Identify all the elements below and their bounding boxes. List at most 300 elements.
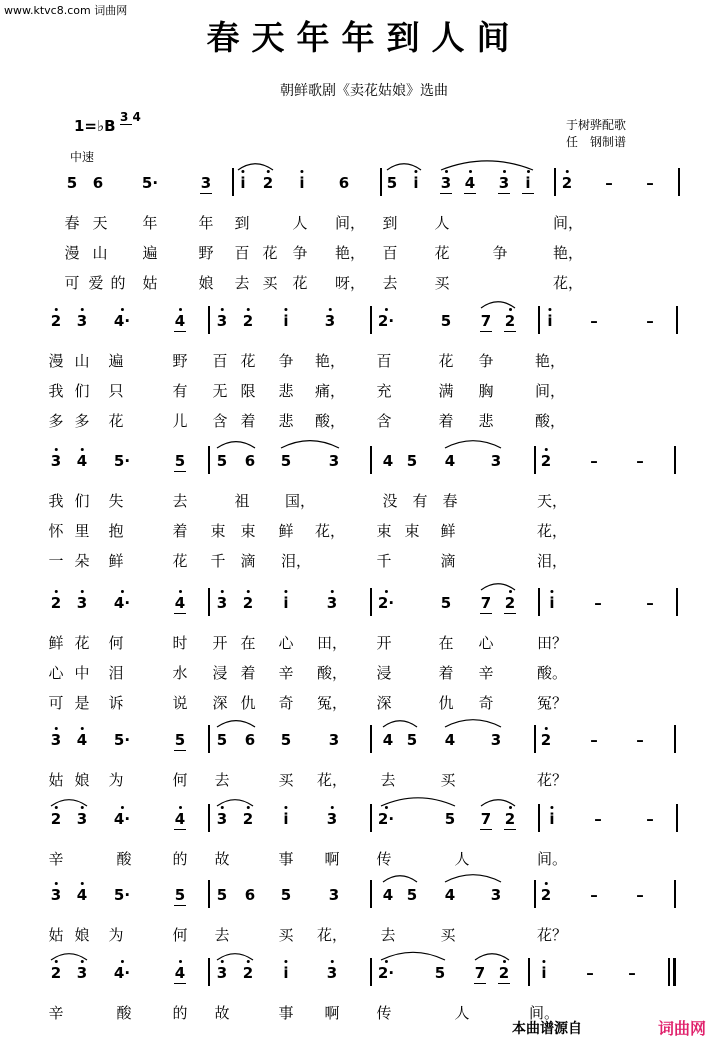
- lyric-char: 去: [214, 771, 230, 789]
- lyric-char: 着: [240, 664, 256, 682]
- note-digit: 6: [244, 886, 256, 904]
- lyric-char: 可: [48, 694, 64, 712]
- note-digit: 3: [498, 174, 510, 192]
- lyric-char: 着: [240, 412, 256, 430]
- high-octave-dot: [179, 308, 182, 311]
- lyric-char: 深: [376, 694, 392, 712]
- lyric-char: 痛，: [314, 382, 346, 400]
- note-digit: 5: [406, 452, 418, 470]
- high-octave-dot: [384, 590, 387, 593]
- song-title: 春天年年到人间: [206, 18, 522, 57]
- lyric-char: 花: [74, 634, 90, 652]
- note: [504, 594, 516, 614]
- note-digit: 4: [444, 452, 456, 470]
- note: [594, 810, 602, 828]
- note-digit: 2: [50, 964, 62, 982]
- note-digit: –: [586, 964, 594, 982]
- note: [114, 810, 130, 828]
- high-octave-dot: [509, 590, 512, 593]
- note: [474, 964, 486, 984]
- note-digit: 6: [244, 452, 256, 470]
- note: [407, 452, 417, 470]
- lyric-char: 春: [64, 214, 80, 232]
- high-octave-dot: [566, 170, 569, 173]
- high-octave-dot: [221, 308, 224, 311]
- note-digit: 3: [76, 312, 88, 330]
- lyric-char: 争: [292, 244, 308, 262]
- note-digit: 3: [216, 312, 228, 330]
- footer-logo: 词曲网: [658, 1019, 707, 1038]
- slur-layer: [0, 884, 728, 914]
- note-digit: 4·: [113, 312, 131, 330]
- note-digit: 4: [464, 174, 476, 192]
- lyric-char: 人: [454, 850, 470, 868]
- lyric-char: 束: [240, 522, 256, 540]
- lyric-char: 买: [434, 274, 450, 292]
- high-octave-dot: [247, 806, 250, 809]
- note: [217, 731, 227, 749]
- note: [174, 312, 186, 332]
- lyric-char: 野: [172, 352, 188, 370]
- note-digit: 5·: [113, 452, 131, 470]
- lyric-char: 故: [214, 850, 230, 868]
- note-digit: –: [594, 594, 602, 612]
- high-octave-dot: [81, 727, 84, 730]
- note-digit: –: [636, 731, 644, 749]
- lyric-char: 百: [234, 244, 250, 262]
- bar-line: [370, 958, 372, 986]
- high-octave-dot: [55, 448, 58, 451]
- note-digit: 5: [440, 312, 452, 330]
- high-octave-dot: [509, 806, 512, 809]
- high-octave-dot: [221, 590, 224, 593]
- lyric-char: 花，: [536, 522, 568, 540]
- lyric-char: 酸。: [536, 664, 568, 682]
- lyric-char: 人: [434, 214, 450, 232]
- lyric-char: 浸: [212, 664, 228, 682]
- lyric-char: 鲜: [108, 552, 124, 570]
- high-octave-dot: [120, 590, 123, 593]
- note: [114, 964, 130, 982]
- slur-layer: [0, 729, 728, 759]
- high-octave-dot: [81, 590, 84, 593]
- note: [51, 594, 61, 612]
- note: [281, 452, 291, 470]
- note: [646, 594, 654, 612]
- note: [51, 452, 61, 470]
- note-digit: 2: [242, 810, 254, 828]
- lyric-char: 千: [376, 552, 392, 570]
- high-octave-dot: [329, 308, 332, 311]
- note: [594, 594, 602, 612]
- note: [77, 731, 87, 749]
- lyric-char: 何: [108, 634, 124, 652]
- note: [504, 810, 516, 830]
- note-digit: i: [413, 174, 419, 192]
- lyric-char: 年: [198, 214, 214, 232]
- high-octave-dot: [267, 170, 270, 173]
- lyric-char: 辛: [278, 664, 294, 682]
- note-digit: 5: [174, 886, 186, 904]
- slur-layer: [0, 310, 728, 340]
- note-digit: 3: [326, 594, 338, 612]
- lyric-char: 是: [74, 694, 90, 712]
- bar-line: [370, 725, 372, 753]
- note: [114, 452, 130, 470]
- high-octave-dot: [55, 590, 58, 593]
- note: [243, 594, 253, 612]
- note-digit: 3: [440, 174, 452, 192]
- lyric-char: 奇: [478, 694, 494, 712]
- lyric-char: 去: [380, 926, 396, 944]
- lyric-char: 间，: [552, 214, 584, 232]
- note: [174, 964, 186, 984]
- note-digit: 5: [216, 452, 228, 470]
- slur: [441, 161, 533, 170]
- lyric-char: 的: [172, 1004, 188, 1022]
- lyric-char: 间，: [334, 214, 366, 232]
- note-digit: i: [549, 810, 555, 828]
- note: [325, 312, 335, 330]
- high-octave-dot: [120, 806, 123, 809]
- note: [51, 886, 61, 904]
- song-subtitle: 朝鲜歌剧《卖花姑娘》选曲: [280, 83, 448, 99]
- lyric-char: 胸: [478, 382, 494, 400]
- note: [327, 810, 337, 828]
- note-digit: 2: [504, 312, 516, 330]
- lyric-char: 花？: [536, 771, 568, 789]
- note-digit: i: [283, 312, 289, 330]
- lyric-char: 间。: [536, 850, 568, 868]
- note: [407, 731, 417, 749]
- note-digit: 2: [242, 312, 254, 330]
- lyric-char: 心: [278, 634, 294, 652]
- note-digit: 5·: [113, 886, 131, 904]
- note: [586, 964, 594, 982]
- lyric-char: 何: [172, 771, 188, 789]
- lyric-char: 无: [212, 382, 228, 400]
- slur: [217, 721, 255, 727]
- note: [67, 174, 77, 192]
- note-digit: 7: [474, 964, 486, 982]
- note-digit: i: [240, 174, 246, 192]
- bar-line: [380, 168, 382, 196]
- note: [329, 886, 339, 904]
- lyric-char: 儿: [172, 412, 188, 430]
- note: [217, 964, 227, 982]
- lyric-char: 到: [234, 214, 250, 232]
- lyric-char: 事: [278, 1004, 294, 1022]
- note-digit: 7: [480, 594, 492, 612]
- lyric-char: 心: [478, 634, 494, 652]
- note-digit: 5·: [141, 174, 159, 192]
- note: [114, 886, 130, 904]
- note-digit: 4: [174, 594, 186, 612]
- lyric-char: 呀，: [334, 274, 366, 292]
- note-digit: 4: [444, 731, 456, 749]
- lyric-char: 去: [214, 926, 230, 944]
- note: [383, 886, 393, 904]
- note-digit: i: [525, 174, 531, 192]
- note-digit: –: [590, 731, 598, 749]
- note: [240, 174, 245, 192]
- note: [636, 731, 644, 749]
- lyric-char: 去: [172, 492, 188, 510]
- lyric-char: 百: [376, 352, 392, 370]
- bar-line: [674, 880, 676, 908]
- high-octave-dot: [509, 308, 512, 311]
- note-digit: 5·: [113, 731, 131, 749]
- bar-line: [534, 725, 536, 753]
- lyric-char: 鲜: [440, 522, 456, 540]
- lyric-char: 爱: [88, 274, 104, 292]
- lyric-char: 年: [142, 214, 158, 232]
- high-octave-dot: [545, 882, 548, 885]
- note-digit: 2: [504, 810, 516, 828]
- lyric-char: 艳，: [534, 352, 566, 370]
- note: [263, 174, 273, 192]
- bar-line: [370, 880, 372, 908]
- note: [445, 810, 455, 828]
- note-digit: 4: [76, 886, 88, 904]
- note-digit: 4·: [113, 964, 131, 982]
- lyric-char: 百: [212, 352, 228, 370]
- lyric-char: 事: [278, 850, 294, 868]
- note: [114, 312, 130, 330]
- note: [541, 886, 551, 904]
- note-digit: 7: [480, 312, 492, 330]
- lyric-char: 买: [278, 926, 294, 944]
- lyric-char: 限: [240, 382, 256, 400]
- bar-line: [538, 306, 540, 334]
- lyric-char: 多: [48, 412, 64, 430]
- note: [547, 312, 552, 330]
- note-digit: 2·: [377, 810, 395, 828]
- note: [378, 964, 394, 982]
- note-digit: i: [547, 312, 553, 330]
- note-digit: 3: [216, 810, 228, 828]
- note-digit: 5: [280, 731, 292, 749]
- score-credit: 任 钢制谱: [566, 135, 627, 149]
- high-octave-dot: [545, 448, 548, 451]
- note: [283, 312, 288, 330]
- lyric-char: 没: [382, 492, 398, 510]
- bar-line: [370, 446, 372, 474]
- lyric-char: 辛: [478, 664, 494, 682]
- note: [378, 810, 394, 828]
- lyric-char: 人: [454, 1004, 470, 1022]
- note-digit: 2: [561, 174, 573, 192]
- lyric-char: 时: [172, 634, 188, 652]
- lyric-char: 冤，: [316, 694, 348, 712]
- note: [327, 964, 337, 982]
- lyric-char: 怀: [48, 522, 64, 540]
- lyric-char: 山: [74, 352, 90, 370]
- note: [243, 312, 253, 330]
- note-digit: 4·: [113, 594, 131, 612]
- lyric-char: 间，: [534, 382, 566, 400]
- note: [174, 886, 186, 906]
- bar-line: [208, 725, 210, 753]
- note: [378, 312, 394, 330]
- lyric-char: 争: [492, 244, 508, 262]
- note: [281, 886, 291, 904]
- note-digit: i: [283, 810, 289, 828]
- lyric-char: 着: [438, 664, 454, 682]
- lyric-char: 花，: [316, 926, 348, 944]
- high-octave-dot: [179, 806, 182, 809]
- bar-line: [676, 306, 678, 334]
- high-octave-dot: [331, 960, 334, 963]
- lyric-char: 冤？: [536, 694, 568, 712]
- lyric-char: 人: [292, 214, 308, 232]
- note-digit: 4: [174, 312, 186, 330]
- note: [217, 452, 227, 470]
- note-digit: –: [590, 886, 598, 904]
- note: [636, 886, 644, 904]
- key-signature: 1=♭B: [74, 117, 116, 135]
- bar-line: [676, 588, 678, 616]
- slur: [217, 442, 255, 448]
- lyric-char: 千: [210, 552, 226, 570]
- note-digit: –: [636, 886, 644, 904]
- note-digit: 3: [490, 886, 502, 904]
- note-digit: 3: [328, 731, 340, 749]
- lyric-char: 争: [278, 352, 294, 370]
- bar-line: [208, 306, 210, 334]
- high-octave-dot: [221, 806, 224, 809]
- note-digit: 2: [50, 810, 62, 828]
- note-digit: 3: [324, 312, 336, 330]
- high-octave-dot: [469, 170, 472, 173]
- lyric-char: 买: [440, 771, 456, 789]
- slur: [445, 441, 501, 448]
- lyric-char: 野: [198, 244, 214, 262]
- note: [142, 174, 158, 192]
- slur-layer: [0, 962, 728, 992]
- lyric-char: 花: [108, 412, 124, 430]
- time-sig-top: 3: [120, 110, 129, 124]
- note-digit: 2: [262, 174, 274, 192]
- note: [77, 964, 87, 982]
- lyric-char: 悲: [478, 412, 494, 430]
- lyric-char: 束: [376, 522, 392, 540]
- note-digit: 2: [50, 312, 62, 330]
- bar-line: [370, 306, 372, 334]
- note-digit: 3: [326, 810, 338, 828]
- lyric-char: 抱: [108, 522, 124, 540]
- note: [646, 174, 654, 192]
- lyric-char: 国，: [284, 492, 316, 510]
- lyric-char: 仇: [240, 694, 256, 712]
- note-digit: –: [628, 964, 636, 982]
- note: [174, 810, 186, 830]
- note: [562, 174, 572, 192]
- high-octave-dot: [55, 308, 58, 311]
- lyric-char: 姑: [48, 771, 64, 789]
- note-digit: 3: [50, 731, 62, 749]
- note: [51, 731, 61, 749]
- lyric-char: 啊: [324, 1004, 340, 1022]
- lyric-char: 悲: [278, 412, 294, 430]
- bar-line: [534, 880, 536, 908]
- final-bar-line: [668, 958, 670, 986]
- lyric-char: 姑: [48, 926, 64, 944]
- high-octave-dot: [55, 960, 58, 963]
- lyric-char: 的: [172, 850, 188, 868]
- lyric-char: 花: [292, 274, 308, 292]
- high-octave-dot: [384, 960, 387, 963]
- lyric-char: 在: [438, 634, 454, 652]
- lyric-char: 争: [478, 352, 494, 370]
- note: [329, 731, 339, 749]
- lyric-char: 悲: [278, 382, 294, 400]
- note-digit: –: [646, 174, 654, 192]
- slur: [281, 441, 339, 448]
- lyric-char: 艳，: [334, 244, 366, 262]
- lyric-char: 漫: [48, 352, 64, 370]
- note: [413, 174, 418, 192]
- note: [51, 810, 61, 828]
- note-digit: 6: [244, 731, 256, 749]
- bar-line: [678, 168, 680, 196]
- high-octave-dot: [81, 882, 84, 885]
- note: [378, 594, 394, 612]
- lyrics-credit: 于树骅配歌: [566, 118, 627, 132]
- site-watermark: www.ktvc8.com 词曲网: [4, 4, 128, 17]
- note-digit: 2·: [377, 964, 395, 982]
- high-octave-dot: [221, 960, 224, 963]
- note: [491, 731, 501, 749]
- note: [491, 886, 501, 904]
- high-octave-dot: [179, 960, 182, 963]
- bar-line: [208, 958, 210, 986]
- slur: [383, 721, 417, 727]
- high-octave-dot: [545, 727, 548, 730]
- lyric-char: 有: [412, 492, 428, 510]
- note: [299, 174, 304, 192]
- bar-line: [676, 804, 678, 832]
- note-digit: 2: [504, 594, 516, 612]
- high-octave-dot: [503, 170, 506, 173]
- note-digit: 4: [382, 452, 394, 470]
- lyric-char: 诉: [108, 694, 124, 712]
- note-digit: –: [590, 312, 598, 330]
- lyric-char: 的: [110, 274, 126, 292]
- note: [646, 312, 654, 330]
- note-digit: 5: [434, 964, 446, 982]
- note-digit: i: [283, 594, 289, 612]
- note: [541, 964, 546, 982]
- high-octave-dot: [527, 170, 530, 173]
- lyric-char: 辛: [48, 1004, 64, 1022]
- lyric-char: 深: [212, 694, 228, 712]
- note: [245, 452, 255, 470]
- note-digit: 4: [174, 810, 186, 828]
- lyric-char: 滴: [240, 552, 256, 570]
- bar-line: [208, 804, 210, 832]
- note-digit: 3: [76, 594, 88, 612]
- note: [383, 452, 393, 470]
- lyric-char: 为: [108, 926, 124, 944]
- lyric-char: 我: [48, 382, 64, 400]
- note-digit: 6: [92, 174, 104, 192]
- note-digit: 2: [540, 886, 552, 904]
- note-digit: 2: [498, 964, 510, 982]
- lyric-char: 酸，: [316, 664, 348, 682]
- note: [441, 312, 451, 330]
- note-digit: 5: [406, 886, 418, 904]
